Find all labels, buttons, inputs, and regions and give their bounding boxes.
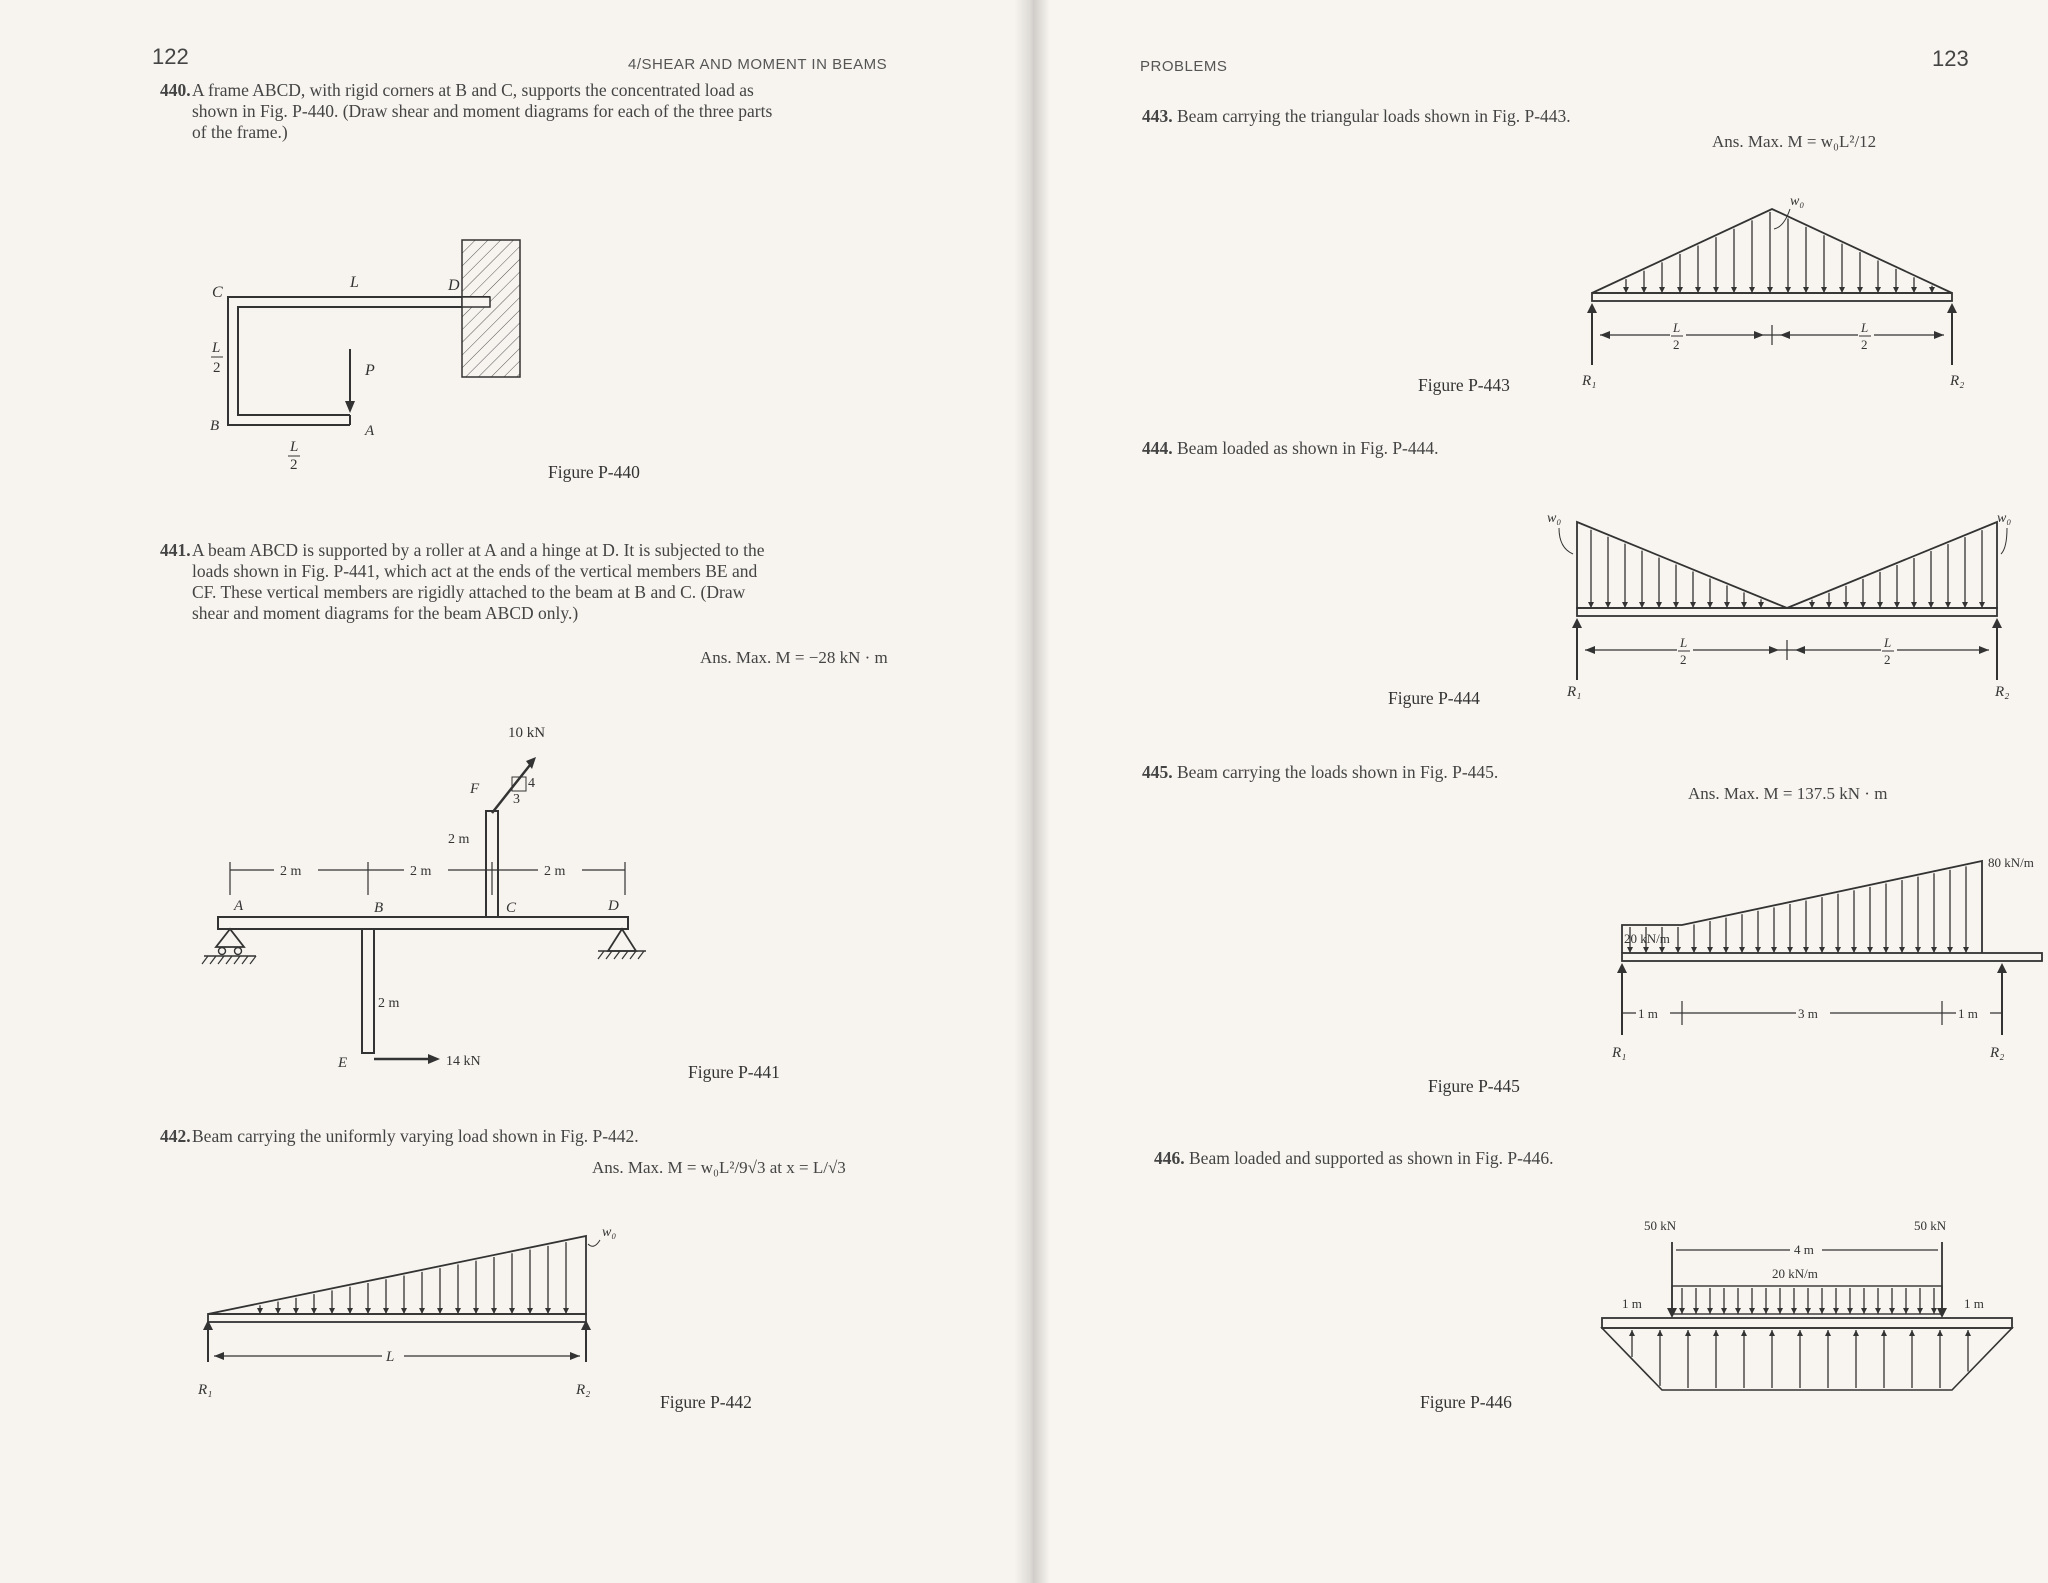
figure-p440 xyxy=(200,235,560,473)
problem-444 xyxy=(1142,438,1439,459)
label-l: L xyxy=(1680,635,1688,650)
label-r2: R₂ xyxy=(1990,1045,2005,1061)
frame-outer xyxy=(228,297,490,425)
label-r1: R₁ xyxy=(198,1382,213,1398)
roller-support xyxy=(216,929,244,947)
label-l: L xyxy=(1673,320,1681,335)
reaction-arrow xyxy=(1617,963,1627,973)
figure-caption: Figure P-444 xyxy=(1388,688,1480,708)
answer: Ans. Max. M = −28 kN · m xyxy=(700,648,888,667)
slope-3: 3 xyxy=(513,792,520,807)
load-arrows xyxy=(1623,212,1935,293)
figure-caption: Figure P-445 xyxy=(1428,1076,1520,1096)
problem-text-line: shown in Fig. P-440. (Draw shear and moment diagrams for each of the three parts xyxy=(192,101,773,121)
problem-number: 441. xyxy=(160,540,191,560)
soil-reaction xyxy=(1602,1328,2012,1390)
slope-4: 4 xyxy=(528,776,535,791)
problem-text-line: shear and moment diagrams for the beam ABCD only.) xyxy=(192,603,579,623)
label-b: B xyxy=(374,900,384,916)
reaction-arrow xyxy=(1587,303,1597,313)
label-load-right: 50 kN xyxy=(1914,1218,1947,1233)
label-w0: w₀ xyxy=(1790,194,1805,209)
problem-number: 443. xyxy=(1142,106,1173,126)
label-b: B xyxy=(210,418,220,434)
label-d: D xyxy=(448,277,460,294)
dim: 1 m xyxy=(1638,1006,1658,1021)
label-two: 2 xyxy=(1884,652,1891,667)
label-l: L xyxy=(350,274,359,291)
problem-number: 442. xyxy=(160,1126,191,1146)
label-load-left: 20 kN/m xyxy=(1624,931,1670,946)
problem-442 xyxy=(160,1126,990,1147)
force-10kn-arrow xyxy=(492,765,530,813)
problem-text-line: A beam ABCD is supported by a roller at A and a hinge at D. It is subjected to the xyxy=(192,540,765,560)
reaction-arrow xyxy=(1572,618,1582,628)
wall xyxy=(462,240,520,377)
figure-p442 xyxy=(190,1222,650,1412)
triangular-load xyxy=(208,1236,586,1314)
answer: Ans. Max. M = 137.5 kN · m xyxy=(1688,784,1888,803)
label-w0: w₀ xyxy=(602,1225,617,1240)
label-c: C xyxy=(212,284,223,301)
figure-p441 xyxy=(190,715,690,1085)
problem-text-line: of the frame.) xyxy=(192,122,288,142)
problem-text: Beam loaded and supported as shown in Fig. P-446. xyxy=(1189,1148,1554,1168)
label-r2: R₂ xyxy=(576,1382,591,1398)
dim-be: 2 m xyxy=(378,996,400,1011)
reaction-arrows xyxy=(1629,1330,1971,1388)
problem-text: Beam carrying the loads shown in Fig. P-445. xyxy=(1177,762,1499,782)
problem-text-line: CF. These vertical members are rigidly attached to the beam at B and C. (Draw xyxy=(192,582,746,602)
beam xyxy=(1577,608,1997,616)
member-be xyxy=(362,929,374,1053)
problem-number: 440. xyxy=(160,80,191,100)
figure-p444 xyxy=(1537,500,2017,710)
label-e: E xyxy=(338,1055,348,1071)
dim-bc: 2 m xyxy=(410,864,432,879)
figure-caption: Figure P-442 xyxy=(660,1392,752,1412)
problem-440 xyxy=(160,80,990,142)
label-l: L xyxy=(386,1349,395,1365)
label-l-half-bottom: L xyxy=(290,439,299,455)
label-f: F xyxy=(470,781,480,797)
problem-443 xyxy=(1142,106,1571,127)
label-r2: R₂ xyxy=(1995,684,2010,700)
problem-text: Beam carrying the triangular loads shown in Fig. P-443. xyxy=(1177,106,1571,126)
label-l-half: L xyxy=(212,340,221,356)
dim-end: 1 m xyxy=(1622,1296,1642,1311)
load-arrows xyxy=(1588,530,1985,608)
force-14kn-label: 14 kN xyxy=(446,1054,481,1069)
problem-text: Beam loaded as shown in Fig. P-444. xyxy=(1177,438,1439,458)
problem-text-line: Beam carrying the uniformly varying load shown in Fig. P-442. xyxy=(192,1126,639,1146)
running-head: 4/SHEAR AND MOMENT IN BEAMS xyxy=(628,56,888,73)
label-l: L xyxy=(1884,635,1892,650)
problem-number: 445. xyxy=(1142,762,1173,782)
triangular-load xyxy=(1592,209,1952,293)
right-page xyxy=(1032,0,2048,1583)
label-w0: w₀ xyxy=(1997,511,2012,526)
figure-caption: Figure P-443 xyxy=(1418,375,1510,395)
dim-cd: 2 m xyxy=(544,864,566,879)
label-c: C xyxy=(506,900,517,916)
label-a: A xyxy=(234,898,244,914)
label-d: D xyxy=(608,898,619,914)
label-w0: w₀ xyxy=(1547,511,1562,526)
running-head: PROBLEMS xyxy=(1140,58,1228,75)
problem-text-line: A frame ABCD, with rigid corners at B and C, supports the concentrated load as xyxy=(192,80,754,100)
dim: 1 m xyxy=(1958,1006,1978,1021)
answer: Ans. Max. M = w₀L²/12 xyxy=(1712,132,1877,151)
figure-caption: Figure P-440 xyxy=(548,462,640,482)
problem-441 xyxy=(160,540,990,623)
problem-446 xyxy=(1154,1148,1554,1169)
load-arrows xyxy=(1679,1288,1937,1314)
dim-cf: 2 m xyxy=(448,832,470,847)
label-two: 2 xyxy=(213,360,221,376)
reaction-arrow xyxy=(1992,618,2002,628)
label-r1: R₁ xyxy=(1612,1045,1627,1061)
figure-caption: Figure P-441 xyxy=(688,1062,780,1082)
beam xyxy=(1622,953,2042,961)
label-load-right: 80 kN/m xyxy=(1988,855,2034,870)
force-10kn-label: 10 kN xyxy=(508,725,546,741)
problem-445 xyxy=(1142,762,1498,783)
problem-text-line: loads shown in Fig. P-441, which act at the ends of the vertical members BE and xyxy=(192,561,758,581)
label-l: L xyxy=(1861,320,1869,335)
label-two: 2 xyxy=(1673,337,1680,352)
label-two: 2 xyxy=(1861,337,1868,352)
beam-abcd xyxy=(218,917,628,929)
reaction-arrow xyxy=(1947,303,1957,313)
label-two: 2 xyxy=(1680,652,1687,667)
reaction-arrow xyxy=(1997,963,2007,973)
figure-caption: Figure P-446 xyxy=(1420,1392,1512,1412)
figure-p446 xyxy=(1552,1208,2022,1418)
load-arrows xyxy=(257,1242,569,1314)
label-r1: R₁ xyxy=(1582,373,1597,389)
beam xyxy=(1592,293,1952,301)
label-dist: 20 kN/m xyxy=(1772,1266,1818,1281)
problem-number: 444. xyxy=(1142,438,1173,458)
beam xyxy=(208,1314,586,1322)
label-a: A xyxy=(365,423,375,439)
dim: 3 m xyxy=(1798,1006,1818,1021)
dim-span: 4 m xyxy=(1794,1242,1814,1257)
svg-text:2: 2 xyxy=(290,457,298,473)
dim-ab: 2 m xyxy=(280,864,302,879)
hinge-support xyxy=(608,929,636,951)
label-load-left: 50 kN xyxy=(1644,1218,1677,1233)
label-r2: R₂ xyxy=(1950,373,1965,389)
page-number: 122 xyxy=(152,44,189,69)
label-r1: R₁ xyxy=(1567,684,1582,700)
problem-number: 446. xyxy=(1154,1148,1185,1168)
answer: Ans. Max. M = w₀L²/9√3 at x = L/√3 xyxy=(592,1158,846,1177)
beam xyxy=(1602,1318,2012,1328)
label-p: P xyxy=(365,362,375,379)
page-number: 123 xyxy=(1932,46,1969,71)
figure-p445 xyxy=(1572,845,2032,1085)
dim-end: 1 m xyxy=(1964,1296,1984,1311)
figure-p443 xyxy=(1552,185,2002,395)
